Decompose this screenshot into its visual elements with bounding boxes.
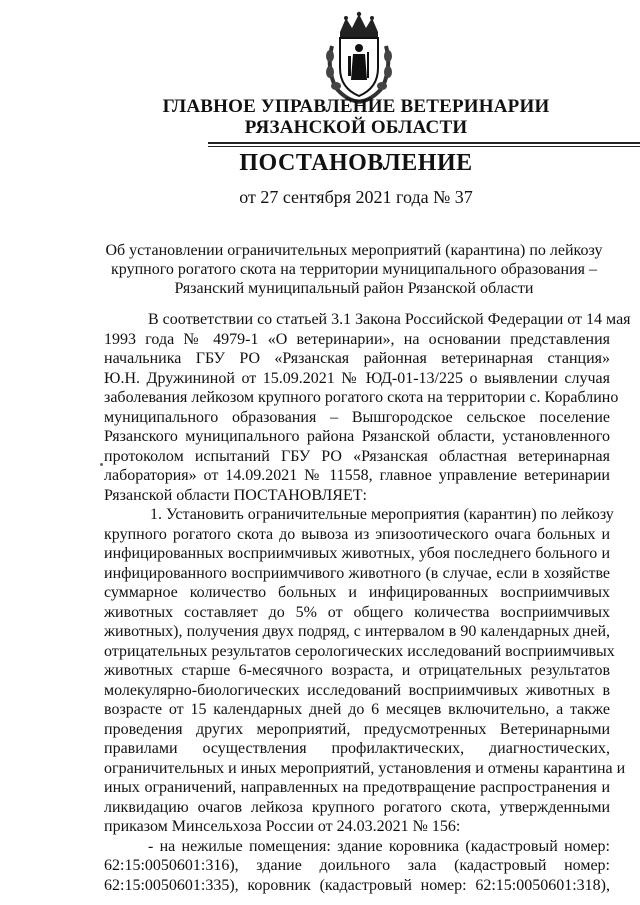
body-line: 62:15:0050601:335), коровник (кадастровый номер: 62:15:0050601:318),	[104, 876, 610, 894]
body-line: Рязанского муниципального района Рязанской области, установленного	[104, 428, 610, 445]
body-line: иных ограничений, направленных на предотвращение распространения и	[104, 779, 610, 796]
body-line: крупного рогатого скота до вывоза из эпизоотического очага больных и	[104, 525, 610, 543]
body-line: 1. Установить ограничительные мероприятия (карантин) по лейкозу	[150, 506, 614, 523]
ryazan-coat-of-arms-icon	[318, 10, 400, 106]
subject-line: крупного рогатого скота на территории муниципального образования –	[111, 261, 597, 278]
org-name-line1: ГЛАВНОЕ УПРАВЛЕНИЕ ВЕТЕРИНАРИИ	[162, 96, 550, 117]
org-name-line2: РЯЗАНСКОЙ ОБЛАСТИ	[244, 117, 468, 138]
body-line: проведения других мероприятий, предусмотренных Ветеринарными	[104, 720, 610, 738]
scan-speck	[100, 463, 103, 466]
document-type: ПОСТАНОВЛЕНИЕ	[239, 150, 473, 176]
body-line: правилами осуществления профилактических, диагностических,	[104, 740, 610, 757]
document-subject	[104, 241, 604, 298]
body-line: ликвидацию очагов лейкоза крупного рогатого скота, утвержденными	[104, 798, 610, 816]
body-line: инфицированного восприимчивого животного (в случае, если в хозяйстве	[104, 564, 610, 582]
subject-line: Об установлении ограничительных мероприятий (карантина) по лейкозу	[105, 242, 603, 259]
body-line: ограничительных и иных мероприятий, установления и отмены карантина и	[104, 759, 626, 777]
body-line: суммарное количество больных и инфицированных восприимчивых	[104, 584, 610, 601]
subject-line: Рязанский муниципальный район Рязанской области	[174, 280, 534, 297]
body-line: животных старше 6-месячного возраста, и отрицательных результатов	[104, 662, 610, 679]
body-line: приказом Минсельхоза России от 24.03.2021 № 156:	[104, 818, 461, 835]
body-line: В соответствии со статьей 3.1 Закона Российской Федерации от 14 мая	[148, 311, 631, 328]
header-divider-thin	[208, 146, 640, 147]
body-line: молекулярно-биологических исследований восприимчивых животных в	[104, 681, 610, 699]
body-line: животных), получения двух подряд, с интервалом в 90 календарных дней,	[104, 623, 610, 640]
document-body	[104, 310, 631, 895]
body-line: муниципального образования – Вышгородское сельское поселение	[104, 408, 610, 426]
document-date-number: от 27 сентября 2021 года № 37	[239, 187, 473, 207]
header-divider-thick	[208, 142, 640, 144]
body-line: отрицательных результатов серологических исследований восприимчивых	[104, 642, 615, 660]
body-line: инфицированных восприимчивых животных, убоя последнего больного и	[104, 545, 610, 562]
body-line: - на нежилые помещения: здание коровника (кадастровый номер:	[148, 837, 610, 855]
body-line: Ю.Н. Дружининой от 15.09.2021 № ЮД-01-13/225 о выявлении случая	[104, 369, 610, 387]
body-line: 1993 года № 4979-1 «О ветеринарии», на основании представления	[104, 330, 610, 348]
body-line: лаборатория» от 14.09.2021 № 11558, главное управление ветеринарии	[104, 467, 610, 484]
body-line: Рязанской области ПОСТАНОВЛЯЕТ:	[104, 486, 367, 504]
body-line: 62:15:0050601:316), здание доильного зала (кадастровый номер:	[104, 857, 610, 874]
body-line: начальника ГБУ РО «Рязанская районная ветеринарная станция»	[104, 350, 610, 367]
body-line: протоколом испытаний ГБУ РО «Рязанская областная ветеринарная	[104, 447, 610, 465]
body-line: возрасте от 15 календарных дней до 6 месяцев включительно, а также	[104, 701, 610, 718]
body-line: заболевания лейкозом крупного рогатого скота на территории с. Кораблино	[104, 389, 619, 406]
body-line: животных составляет до 5% от общего количества восприимчивых	[104, 603, 610, 621]
